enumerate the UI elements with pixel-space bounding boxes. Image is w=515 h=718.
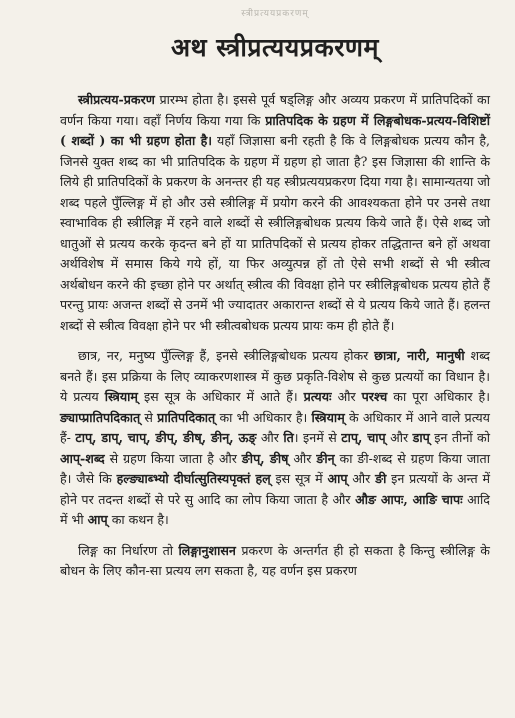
bold-term: डाप् <box>412 430 430 445</box>
text-run: लिङ्ग का निर्धारण तो <box>78 542 179 558</box>
bold-term: छात्रा, नारी, मानुषी <box>374 348 465 363</box>
bold-term: स्त्रीप्रत्यय-प्रकरण <box>78 92 155 107</box>
text-run: और <box>385 430 413 445</box>
bold-term: ङी <box>375 471 387 486</box>
bold-term: स्त्रियाम् <box>104 389 138 404</box>
text-run: । इनमें से <box>293 430 342 445</box>
text-run: का ङी-शब्द से ग्रहण किया जाता है। जैसे कि <box>60 450 490 486</box>
text-run: और <box>331 389 362 404</box>
paragraph-1 <box>60 90 490 336</box>
body-text <box>60 90 490 582</box>
text-run: से <box>140 409 158 425</box>
bold-term: टाप्, डाप्, चाप्, ङीप्, ङीष्, ङीन्, ऊङ् <box>75 430 257 445</box>
text-run: शब्द बनते हैं। इस प्रक्रिया के लिए व्याकरणशास्त्र में कुछ प्रकृति-विशेष से कुछ प्रत्ययों का विधान है। ये प्रत्यय <box>60 348 490 404</box>
text-run: के अधिकार में आने वाले प्रत्यय हैं- <box>60 409 490 445</box>
bold-term: टाप्, चाप् <box>341 430 386 445</box>
bold-term: प्रत्ययः <box>303 389 332 404</box>
bold-term: ङीन् <box>316 450 335 466</box>
text-run: आदि में भी <box>60 491 490 527</box>
paragraph-3 <box>60 541 490 582</box>
bold-term: ति <box>283 430 294 445</box>
text-run: इन तीनों को <box>429 430 490 445</box>
bold-term: आप् <box>327 471 348 486</box>
text-run: का भी अधिकार है। <box>215 409 312 425</box>
text-run: का कथन है। <box>107 512 169 527</box>
text-run: यहाँ जिज्ञासा बनी रहती है कि वे लिङ्गबोधक प्रत्यय कौन है, जिनसे युक्त शब्द का भी प्रातिपदिक के ग्रहण में ग्रहण हो जाता है? इस जिज्ञासा की शान्ति के लिये ही प्रातिपदिकों के प्रकरण के अनन्तर ही यह स्त्रीप्रत्ययप्रकरण दिया गया है। सामान्यतया जो शब्द पहले पुँल्लिङ्ग में हो और उसे स्त्रीलिङ्ग में प्रयोग करने की आवश्यकता होने पर उनसे तथा स्वाभाविक ही स्त्रीलिङ्ग में रहने वाले शब्दों से स्त्रीलिङ्गबोधक प्रत्यय किये जाते हैं। ऐसे शब्द जो धातुओं से प्रत्यय करके कृदन्त बने हों या प्रातिपदिकों से प्रत्यय होकर तद्धितान्त बने हों अथवा अर्थविशेष में समास किये गये हों, या फिर अव्युत्पन्न हों तो ऐसे सभी शब्दों से भी स्त्रीत्व अर्थबोधन करने की इच्छा होने पर अर्थात् स्त्रीत्व की विवक्षा होने पर स्त्रीलिङ्गबोधक प्रत्यय होते हैं परन्तु प्रायः अजन्त शब्दों से उनमें भी ज्यादातर अकारान्त शब्दों से ये प्रत्यय किये जाते हैं। हलन्त शब्दों से स्त्रीत्व विवक्षा होने पर भी स्त्रीत्वबोधक प्रत्यय प्रायः कम ही होते हैं। <box>60 133 491 333</box>
bold-term: स्त्रियाम् <box>311 409 345 425</box>
text-run: का पूरा अधिकार है। <box>387 389 490 404</box>
text-run: प्रारम्भ होता है। इससे पूर्व षड्लिङ्ग और अव्यय प्रकरण में प्रातिपदिकों का वर्णन किया गया। वहाँ निर्णय किया गया कि <box>60 92 490 128</box>
bold-term: आप्-शब्द <box>60 450 105 466</box>
text-run: और <box>288 450 317 466</box>
bold-term: हल्ङ्याब्भ्यो दीर्घात्सुतिस्यपृक्तं हल् <box>116 471 271 486</box>
text-run: प्रकरण के अन्तर्गत ही हो सकता है किन्तु स्त्रीलिङ्ग के बोधन के लिए कौन-सा प्रत्यय लग सकता है, यह वर्णन इस प्रकरण <box>60 542 490 578</box>
text-run: और <box>347 471 376 486</box>
bold-term: प्रातिपदिकात् <box>157 409 216 425</box>
page-title: अथ स्त्रीप्रत्ययप्रकरणम् <box>171 33 379 62</box>
bold-term: ङीप्, ङीष् <box>241 450 289 466</box>
text-run: इन प्रत्ययों के अन्त में होने पर तदन्त शब्दों से परे सु आदि का लोप किया जाता है और <box>60 471 490 507</box>
text-run: से ग्रहण किया जाता है और <box>104 450 242 466</box>
text-run: इस सूत्र में <box>270 471 328 486</box>
text-run: इस सूत्र के अधिकार में आते हैं। <box>137 389 304 404</box>
running-head: स्त्रीप्रत्ययप्रकरणम् <box>241 9 309 19</box>
bold-term: आप् <box>87 512 108 527</box>
bold-term: ङ्याप्प्रातिपदिकात् <box>60 409 141 425</box>
paragraph-2 <box>60 346 490 531</box>
bold-term: लिङ्गानुशासन <box>178 542 236 558</box>
text-run: और <box>256 430 284 445</box>
bold-term: प्रातिपदिक के ग्रहण में लिङ्गबोधक-प्रत्यय-विशिष्टों ( शब्दों ) का भी ग्रहण होता है। <box>60 112 490 148</box>
text-run: छात्र, नर, मनुष्य पुँल्लिङ्ग हैं, इनसे स्त्रीलिङ्गबोधक प्रत्यय होकर <box>78 348 375 363</box>
bold-term: औङ आपः, आङि चापः <box>355 491 463 507</box>
bold-term: परश्च <box>361 389 388 404</box>
